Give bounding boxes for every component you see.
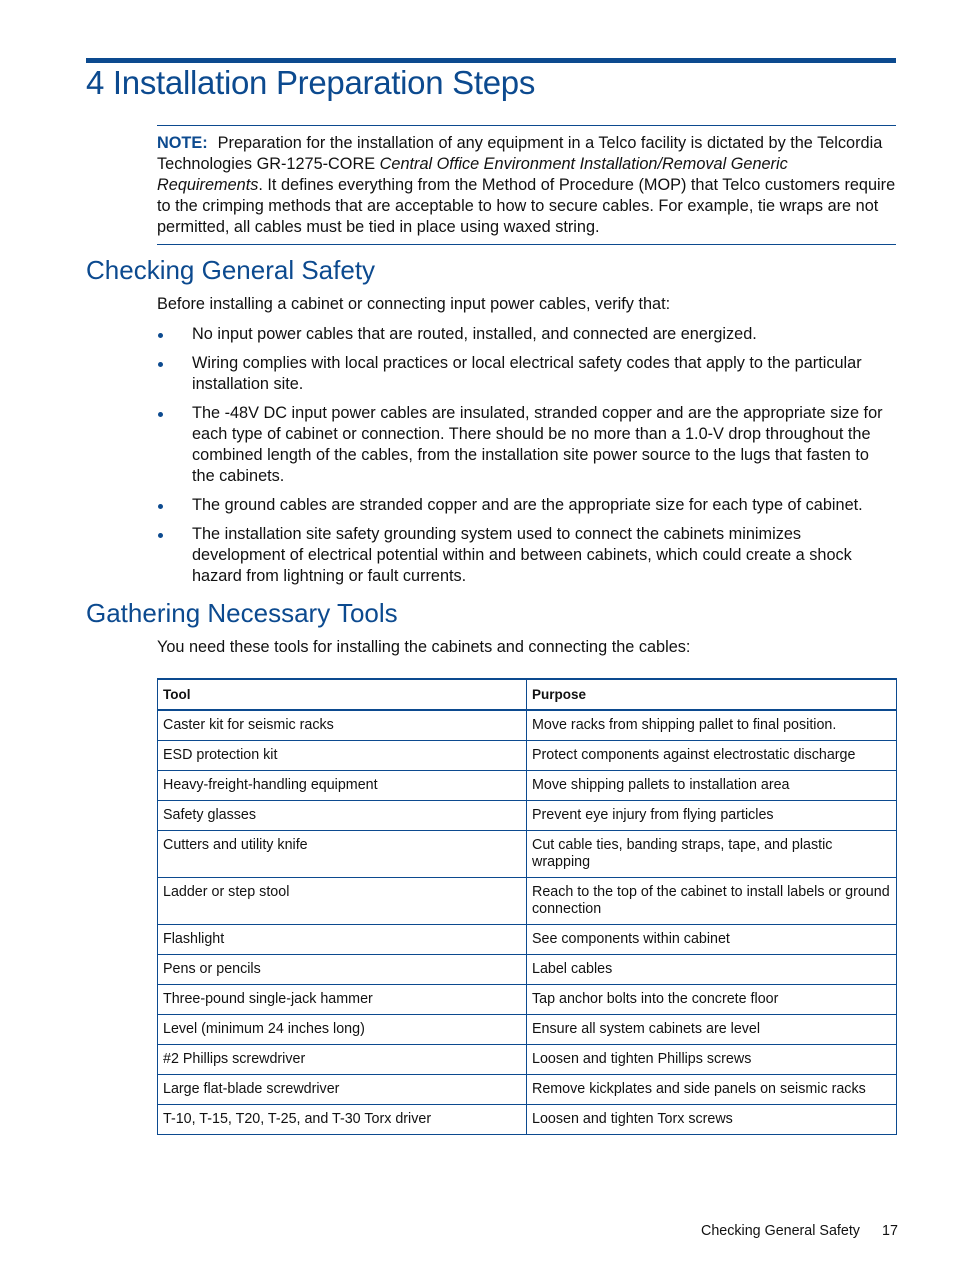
section-heading-safety: Checking General Safety: [86, 255, 376, 285]
note-text-italic: Central Office Environment Installation/Removal Generic Requirements: [157, 155, 788, 194]
note-box: [157, 125, 896, 245]
purpose-cell: Loosen and tighten Phillips screws: [527, 1045, 897, 1075]
table-row: [158, 925, 897, 955]
table-row: [158, 955, 897, 985]
purpose-cell: Move racks from shipping pallet to final position.: [527, 710, 897, 741]
tool-cell: Level (minimum 24 inches long): [158, 1015, 527, 1045]
tool-cell: #2 Phillips screwdriver: [158, 1045, 527, 1075]
purpose-cell: Protect components against electrostatic discharge: [527, 741, 897, 771]
note-text-after: . It defines everything from the Method of Procedure (MOP) that Telco customers require to the crimping methods that are acceptable to how to secure cables. For example, tie wraps are not permitted, all cables must be tied in place using waxed string.: [157, 176, 896, 236]
list-item: Wiring complies with local practices or local electrical safety codes that apply to the particular installation site.: [157, 353, 896, 395]
list-item: The -48V DC input power cables are insulated, stranded copper and are the appropriate size for each type of cabinet or connection. There should be no more than a 1.0-V drop throughout the combined length of the cables, from the installation site power source to the lugs that fasten to the cabinets.: [157, 403, 896, 487]
tool-cell: Pens or pencils: [158, 955, 527, 985]
tools-intro: You need these tools for installing the cabinets and connecting the cables:: [157, 638, 691, 656]
bullet-icon: [158, 504, 163, 509]
table-row: [158, 1045, 897, 1075]
tool-cell: Cutters and utility knife: [158, 831, 527, 878]
note-label: NOTE:: [157, 134, 208, 152]
table-row: [158, 878, 897, 925]
column-header-tool: Tool: [158, 679, 527, 710]
purpose-cell: Cut cable ties, banding straps, tape, and plastic wrapping: [527, 831, 897, 878]
table-row: [158, 801, 897, 831]
purpose-cell: Remove kickplates and side panels on seismic racks: [527, 1075, 897, 1105]
list-item: The ground cables are stranded copper and are the appropriate size for each type of cabinet.: [157, 495, 896, 516]
list-item: No input power cables that are routed, installed, and connected are energized.: [157, 324, 896, 345]
table-row: [158, 1015, 897, 1045]
purpose-cell: Prevent eye injury from flying particles: [527, 801, 897, 831]
tool-cell: Safety glasses: [158, 801, 527, 831]
table-row: [158, 1075, 897, 1105]
table-row: [158, 741, 897, 771]
tool-cell: T-10, T-15, T20, T-25, and T-30 Torx driver: [158, 1105, 527, 1135]
tool-cell: Heavy-freight-handling equipment: [158, 771, 527, 801]
table-header-row: [158, 679, 897, 710]
table-row: [158, 985, 897, 1015]
tool-cell: Flashlight: [158, 925, 527, 955]
footer-section-title: Checking General Safety: [701, 1223, 860, 1239]
tool-cell: ESD protection kit: [158, 741, 527, 771]
tool-cell: Ladder or step stool: [158, 878, 527, 925]
purpose-cell: Reach to the top of the cabinet to install labels or ground connection: [527, 878, 897, 925]
purpose-cell: Loosen and tighten Torx screws: [527, 1105, 897, 1135]
safety-bullet-list: [157, 324, 896, 595]
list-item: The installation site safety grounding system used to connect the cabinets minimizes development of electrical potential within and between cabinets, which could create a shock hazard from lightning or fault currents.: [157, 524, 896, 587]
tool-cell: Three-pound single-jack hammer: [158, 985, 527, 1015]
tool-cell: Caster kit for seismic racks: [158, 710, 527, 741]
tool-cell: Large flat-blade screwdriver: [158, 1075, 527, 1105]
safety-intro: Before installing a cabinet or connecting input power cables, verify that:: [157, 295, 671, 313]
footer-page-number: 17: [882, 1223, 898, 1239]
chapter-title: 4 Installation Preparation Steps: [86, 64, 536, 101]
chapter-top-rule: [86, 58, 896, 63]
table-row: [158, 771, 897, 801]
bullet-icon: [158, 362, 163, 367]
table-row: [158, 1105, 897, 1135]
note-text-before: Preparation for the installation of any equipment in a Telco facility is dictated by the Telcordia Technologies GR-1275-CORE: [157, 134, 883, 173]
purpose-cell: Move shipping pallets to installation area: [527, 771, 897, 801]
table-row: [158, 710, 897, 741]
bullet-icon: [158, 533, 163, 538]
purpose-cell: Label cables: [527, 955, 897, 985]
purpose-cell: Ensure all system cabinets are level: [527, 1015, 897, 1045]
column-header-purpose: Purpose: [527, 679, 897, 710]
purpose-cell: Tap anchor bolts into the concrete floor: [527, 985, 897, 1015]
bullet-icon: [158, 412, 163, 417]
section-heading-tools: Gathering Necessary Tools: [86, 598, 398, 628]
table-row: [158, 831, 897, 878]
bullet-icon: [158, 333, 163, 338]
tools-table: [157, 678, 897, 1135]
purpose-cell: See components within cabinet: [527, 925, 897, 955]
